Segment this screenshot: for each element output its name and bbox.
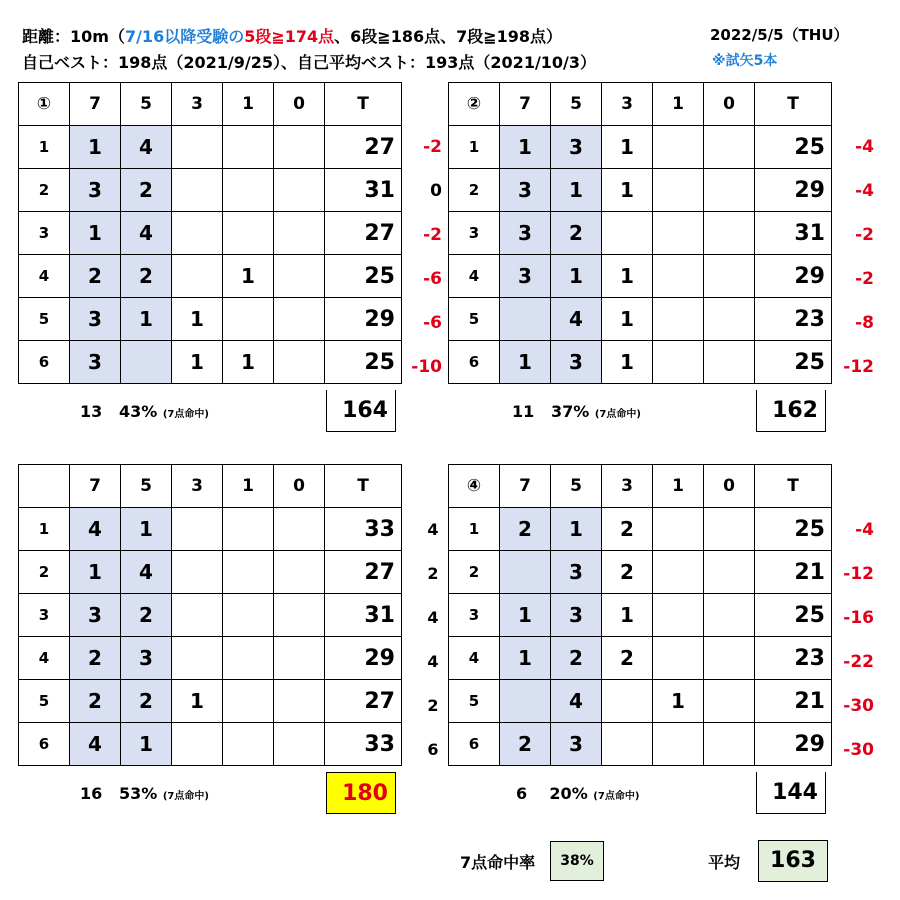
diff-value: -4 xyxy=(855,181,874,201)
row-number: 3 xyxy=(19,212,70,255)
condition-text: 7/16以降受験の xyxy=(124,27,245,46)
row-total: 27 xyxy=(325,680,402,723)
cell-5: 4 xyxy=(121,551,172,594)
cell-1 xyxy=(653,126,704,169)
col-header: 1 xyxy=(223,83,274,126)
col-header: 5 xyxy=(121,83,172,126)
cell-5: 4 xyxy=(551,680,602,723)
row-total: 29 xyxy=(325,298,402,341)
diff-value: -6 xyxy=(423,313,442,333)
cell-0 xyxy=(704,169,755,212)
cell-5: 1 xyxy=(121,508,172,551)
cell-7 xyxy=(500,298,551,341)
hit-percent: 20% xyxy=(549,784,588,803)
cell-0 xyxy=(274,169,325,212)
table-row xyxy=(449,723,832,766)
cell-3 xyxy=(172,212,223,255)
row-number: 4 xyxy=(449,637,500,680)
diff-value: 6 xyxy=(427,740,439,759)
row-number: 1 xyxy=(449,126,500,169)
block-mark: ② xyxy=(449,83,500,126)
block-total: 144 xyxy=(756,772,826,814)
diff-value: -2 xyxy=(423,225,442,245)
col-header: 3 xyxy=(172,465,223,508)
row-total: 29 xyxy=(325,637,402,680)
row-number: 5 xyxy=(449,680,500,723)
cell-7: 3 xyxy=(70,341,121,384)
col-header: 5 xyxy=(551,83,602,126)
trial-arrows-note: ※試矢5本 xyxy=(712,53,778,69)
cell-0 xyxy=(704,680,755,723)
cell-0 xyxy=(274,723,325,766)
col-header: 0 xyxy=(704,465,755,508)
table-row xyxy=(449,680,832,723)
cell-3: 1 xyxy=(602,298,653,341)
hit-summary xyxy=(516,784,639,803)
row-total: 21 xyxy=(755,551,832,594)
diff-value: 4 xyxy=(427,652,439,671)
cell-7: 1 xyxy=(500,341,551,384)
cell-0 xyxy=(274,680,325,723)
cell-0 xyxy=(704,508,755,551)
table-row xyxy=(449,551,832,594)
score-block-4 xyxy=(448,464,832,766)
col-header: 1 xyxy=(223,465,274,508)
row-number: 1 xyxy=(19,126,70,169)
row-total: 27 xyxy=(325,126,402,169)
cell-7: 1 xyxy=(70,551,121,594)
cell-5: 1 xyxy=(551,169,602,212)
cell-5: 2 xyxy=(121,680,172,723)
cell-1 xyxy=(653,508,704,551)
col-header: 7 xyxy=(500,83,551,126)
cell-0 xyxy=(704,212,755,255)
table-row xyxy=(19,212,402,255)
cell-3 xyxy=(172,551,223,594)
cell-5 xyxy=(121,341,172,384)
hit-percent: 37% xyxy=(550,402,590,421)
cell-5: 2 xyxy=(551,637,602,680)
col-header: 3 xyxy=(602,83,653,126)
cell-1: 1 xyxy=(653,680,704,723)
cell-1 xyxy=(223,508,274,551)
diff-value: -2 xyxy=(855,225,874,245)
score-table-2 xyxy=(448,82,832,384)
row-total: 25 xyxy=(755,126,832,169)
table-row xyxy=(449,341,832,384)
cell-0 xyxy=(274,341,325,384)
cell-0 xyxy=(274,298,325,341)
col-header: 1 xyxy=(653,465,704,508)
cell-3: 2 xyxy=(602,637,653,680)
score-block-3 xyxy=(18,464,402,766)
row-total: 29 xyxy=(755,169,832,212)
table-row xyxy=(449,169,832,212)
row-number: 2 xyxy=(449,551,500,594)
cell-5: 1 xyxy=(121,723,172,766)
table-row xyxy=(449,298,832,341)
cell-3: 1 xyxy=(602,594,653,637)
cell-0 xyxy=(274,126,325,169)
block-total: 180 xyxy=(326,772,396,814)
row-number: 4 xyxy=(449,255,500,298)
hit-count: 11 xyxy=(512,402,535,421)
table-row xyxy=(19,508,402,551)
cell-5: 1 xyxy=(551,255,602,298)
block-total: 164 xyxy=(326,390,396,432)
cell-1 xyxy=(223,594,274,637)
row-total: 23 xyxy=(755,298,832,341)
row-number: 1 xyxy=(19,508,70,551)
score-table-1 xyxy=(18,82,402,384)
col-header: 7 xyxy=(70,465,121,508)
cell-5: 3 xyxy=(551,341,602,384)
row-number: 3 xyxy=(449,212,500,255)
row-number: 6 xyxy=(449,723,500,766)
col-header: 7 xyxy=(500,465,551,508)
diff-value: 2 xyxy=(427,696,439,715)
cell-3 xyxy=(172,723,223,766)
cell-5: 4 xyxy=(121,212,172,255)
cell-7: 1 xyxy=(500,126,551,169)
cell-1: 1 xyxy=(223,341,274,384)
cell-0 xyxy=(704,341,755,384)
cell-3: 1 xyxy=(602,126,653,169)
hit-note: (7点命中) xyxy=(162,409,209,420)
row-number: 4 xyxy=(19,255,70,298)
table-row xyxy=(19,169,402,212)
cell-5: 4 xyxy=(121,126,172,169)
diff-value: -12 xyxy=(843,564,874,584)
cell-0 xyxy=(274,255,325,298)
cell-0 xyxy=(274,212,325,255)
cell-0 xyxy=(704,255,755,298)
cell-3 xyxy=(172,169,223,212)
cell-5: 2 xyxy=(121,594,172,637)
row-number: 4 xyxy=(19,637,70,680)
cell-5: 3 xyxy=(551,723,602,766)
score-table-4 xyxy=(448,464,832,766)
hit-note: (7点命中) xyxy=(593,791,640,802)
diff-value: -2 xyxy=(855,269,874,289)
cell-3: 1 xyxy=(602,169,653,212)
score-block-2 xyxy=(448,82,832,384)
diff-value: -2 xyxy=(423,137,442,157)
row-number: 1 xyxy=(449,508,500,551)
table-row xyxy=(19,255,402,298)
cell-5: 3 xyxy=(551,126,602,169)
cell-1 xyxy=(653,723,704,766)
cell-0 xyxy=(274,508,325,551)
cell-7: 1 xyxy=(500,594,551,637)
cell-3: 1 xyxy=(172,680,223,723)
cell-3: 2 xyxy=(602,508,653,551)
cell-0 xyxy=(704,126,755,169)
cell-5: 2 xyxy=(121,169,172,212)
cell-7 xyxy=(500,551,551,594)
cell-7: 2 xyxy=(70,255,121,298)
cell-7 xyxy=(500,680,551,723)
row-number: 2 xyxy=(19,169,70,212)
row-number: 2 xyxy=(449,169,500,212)
row-total: 31 xyxy=(325,594,402,637)
cell-0 xyxy=(704,637,755,680)
col-header: 0 xyxy=(704,83,755,126)
hit-rate-label: 7点命中率 xyxy=(460,853,536,872)
diff-value: 4 xyxy=(427,608,439,627)
cell-7: 3 xyxy=(500,255,551,298)
cell-0 xyxy=(274,594,325,637)
table-row xyxy=(449,508,832,551)
cell-1 xyxy=(223,169,274,212)
row-number: 5 xyxy=(19,298,70,341)
diff-value: -30 xyxy=(843,740,874,760)
cell-7: 2 xyxy=(500,508,551,551)
cell-3 xyxy=(602,680,653,723)
cell-3: 1 xyxy=(602,341,653,384)
block-mark: ① xyxy=(19,83,70,126)
cell-7: 3 xyxy=(70,169,121,212)
col-header: 0 xyxy=(274,465,325,508)
table-row xyxy=(19,298,402,341)
row-total: 27 xyxy=(325,551,402,594)
block-total: 162 xyxy=(756,390,826,432)
col-header: T xyxy=(325,83,402,126)
table-row xyxy=(449,126,832,169)
cell-3 xyxy=(172,126,223,169)
personal-best-line: 自己ベスト：198点（2021/9/25）、自己平均ベスト：193点（2021/10/3） xyxy=(22,53,597,72)
cell-1 xyxy=(223,126,274,169)
hit-count: 6 xyxy=(516,784,528,803)
cell-7: 2 xyxy=(70,637,121,680)
cell-1 xyxy=(653,169,704,212)
rank67-threshold: 、6段≧186点、7段≧198点） xyxy=(334,27,563,46)
diff-value: -22 xyxy=(843,652,874,672)
diff-value: -4 xyxy=(855,137,874,157)
cell-1 xyxy=(223,298,274,341)
row-number: 3 xyxy=(449,594,500,637)
distance-line xyxy=(22,24,562,47)
cell-5: 3 xyxy=(551,594,602,637)
cell-5: 2 xyxy=(551,212,602,255)
table-row xyxy=(19,723,402,766)
cell-1 xyxy=(653,255,704,298)
diff-value: -10 xyxy=(411,357,442,377)
col-header: 3 xyxy=(602,465,653,508)
hit-note: (7点命中) xyxy=(594,409,641,420)
distance-label: 距離：10m（ xyxy=(22,27,125,46)
table-row xyxy=(19,594,402,637)
diff-value: 4 xyxy=(427,520,439,539)
cell-3 xyxy=(172,594,223,637)
diff-value: -12 xyxy=(843,357,874,377)
row-number: 2 xyxy=(19,551,70,594)
cell-1 xyxy=(653,637,704,680)
col-header: T xyxy=(755,465,832,508)
row-number: 5 xyxy=(19,680,70,723)
cell-3: 1 xyxy=(602,255,653,298)
cell-1 xyxy=(223,637,274,680)
row-total: 29 xyxy=(755,255,832,298)
diff-value: -4 xyxy=(855,520,874,540)
cell-3 xyxy=(172,637,223,680)
score-table-3 xyxy=(18,464,402,766)
average-value: 163 xyxy=(758,840,828,882)
hit-percent: 53% xyxy=(118,784,158,803)
cell-7: 1 xyxy=(70,126,121,169)
cell-5: 1 xyxy=(121,298,172,341)
cell-3 xyxy=(602,212,653,255)
cell-7: 1 xyxy=(70,212,121,255)
col-header: T xyxy=(755,83,832,126)
row-total: 25 xyxy=(755,508,832,551)
row-total: 25 xyxy=(325,255,402,298)
table-row xyxy=(19,126,402,169)
diff-value: -8 xyxy=(855,313,874,333)
hit-summary xyxy=(80,402,209,421)
col-header: 7 xyxy=(70,83,121,126)
cell-1 xyxy=(653,341,704,384)
cell-1 xyxy=(653,594,704,637)
row-total: 31 xyxy=(755,212,832,255)
hit-count: 16 xyxy=(80,784,103,803)
cell-1 xyxy=(653,298,704,341)
cell-3 xyxy=(602,723,653,766)
average-label: 平均 xyxy=(708,853,741,872)
cell-7: 4 xyxy=(70,508,121,551)
row-total: 25 xyxy=(755,594,832,637)
hit-count: 13 xyxy=(80,402,103,421)
cell-7: 3 xyxy=(70,594,121,637)
table-row xyxy=(19,341,402,384)
col-header: T xyxy=(325,465,402,508)
block-mark xyxy=(19,465,70,508)
row-number: 3 xyxy=(19,594,70,637)
cell-1 xyxy=(223,680,274,723)
table-row xyxy=(449,255,832,298)
cell-0 xyxy=(274,551,325,594)
cell-0 xyxy=(274,637,325,680)
cell-5: 3 xyxy=(551,551,602,594)
diff-value: 0 xyxy=(430,181,442,201)
row-total: 33 xyxy=(325,508,402,551)
row-number: 5 xyxy=(449,298,500,341)
rank5-threshold: 5段≧174点 xyxy=(244,27,335,46)
cell-7: 2 xyxy=(500,723,551,766)
block-mark: ④ xyxy=(449,465,500,508)
cell-1: 1 xyxy=(223,255,274,298)
row-total: 25 xyxy=(325,341,402,384)
cell-1 xyxy=(653,212,704,255)
cell-5: 2 xyxy=(121,255,172,298)
cell-7: 4 xyxy=(70,723,121,766)
cell-3: 2 xyxy=(602,551,653,594)
cell-0 xyxy=(704,551,755,594)
cell-5: 3 xyxy=(121,637,172,680)
row-total: 33 xyxy=(325,723,402,766)
date-label: 2022/5/5（THU） xyxy=(710,26,849,44)
col-header: 0 xyxy=(274,83,325,126)
cell-7: 2 xyxy=(70,680,121,723)
row-number: 6 xyxy=(19,723,70,766)
hit-summary xyxy=(512,402,641,421)
diff-value: 2 xyxy=(427,564,439,583)
row-total: 31 xyxy=(325,169,402,212)
hit-rate-value: 38% xyxy=(550,841,604,881)
score-block-1 xyxy=(18,82,402,384)
cell-1 xyxy=(653,551,704,594)
row-total: 29 xyxy=(755,723,832,766)
cell-1 xyxy=(223,723,274,766)
hit-percent: 43% xyxy=(118,402,158,421)
cell-3: 1 xyxy=(172,341,223,384)
table-row xyxy=(449,637,832,680)
cell-1 xyxy=(223,551,274,594)
cell-7: 1 xyxy=(500,637,551,680)
diff-value: -16 xyxy=(843,608,874,628)
diff-value: -6 xyxy=(423,269,442,289)
row-total: 23 xyxy=(755,637,832,680)
col-header: 1 xyxy=(653,83,704,126)
cell-0 xyxy=(704,594,755,637)
hit-summary xyxy=(80,784,209,803)
cell-3: 1 xyxy=(172,298,223,341)
table-row xyxy=(449,594,832,637)
table-row xyxy=(19,680,402,723)
row-number: 6 xyxy=(19,341,70,384)
cell-3 xyxy=(172,255,223,298)
table-row xyxy=(449,212,832,255)
table-row xyxy=(19,551,402,594)
row-total: 27 xyxy=(325,212,402,255)
hit-note: (7点命中) xyxy=(162,791,209,802)
cell-0 xyxy=(704,298,755,341)
col-header: 3 xyxy=(172,83,223,126)
row-number: 6 xyxy=(449,341,500,384)
row-total: 25 xyxy=(755,341,832,384)
diff-value: -30 xyxy=(843,696,874,716)
row-total: 21 xyxy=(755,680,832,723)
cell-7: 3 xyxy=(500,169,551,212)
col-header: 5 xyxy=(121,465,172,508)
cell-7: 3 xyxy=(70,298,121,341)
cell-5: 1 xyxy=(551,508,602,551)
cell-7: 3 xyxy=(500,212,551,255)
cell-1 xyxy=(223,212,274,255)
table-row xyxy=(19,637,402,680)
cell-3 xyxy=(172,508,223,551)
cell-5: 4 xyxy=(551,298,602,341)
cell-0 xyxy=(704,723,755,766)
col-header: 5 xyxy=(551,465,602,508)
